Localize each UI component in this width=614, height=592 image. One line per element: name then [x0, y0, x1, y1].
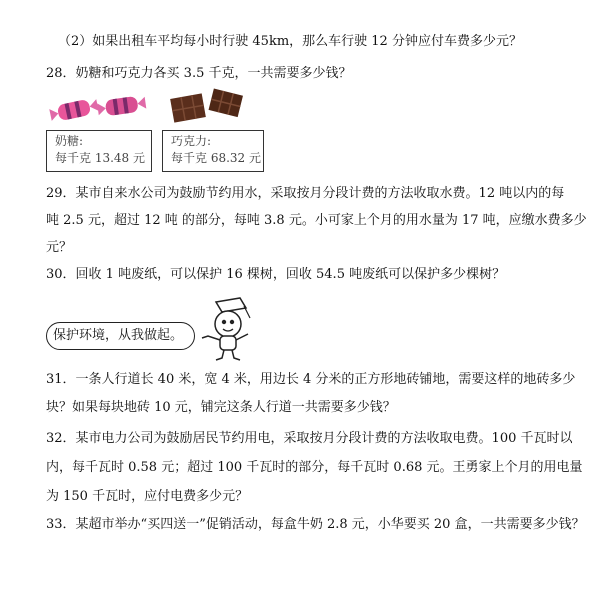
- recycling-mascot-image: [194, 296, 260, 364]
- chocolate-price: 每千克 68.32 元: [171, 151, 261, 165]
- chocolate-price-box: [162, 130, 264, 172]
- question-32-line-2: 内，每千瓦时 0.58 元；超过 100 千瓦时的部分，每千瓦时 0.68 元。王勇家上个月的用电量: [46, 460, 583, 475]
- candy-price: 每千克 13.48 元: [55, 151, 145, 165]
- question-32-line-3: 为 150 千瓦时，应付电费多少元？: [46, 489, 249, 504]
- speech-bubble: 保护环境，从我做起。: [46, 322, 195, 350]
- candy-price-box: [46, 130, 152, 172]
- question-31-line-2: 块？如果每块地砖 10 元，铺完这条人行道一共需要多少钱？: [46, 400, 396, 415]
- question-29-line-3: 元？: [46, 240, 73, 255]
- question-32-line-1: 32．某市电力公司为鼓励居民节约用电，采取按月分段计费的方法收取电费。100 千瓦时以: [46, 431, 573, 446]
- question-29-line-1: 29．某市自来水公司为鼓励节约用水，采取按月分段计费的方法收取水费。12 吨以内的每: [46, 186, 565, 201]
- question-29-line-2: 吨 2.5 元，超过 12 吨 的部分，每吨 3.8 元。小可家上个月的用水量为 17 吨，应缴水费多少: [46, 213, 587, 228]
- chocolate-image: [166, 88, 252, 128]
- question-33: 33．某超市举办“买四送一”促销活动，每盒牛奶 2.8 元，小华要买 20 盒，一共需要多少钱？: [46, 517, 585, 532]
- chocolate-name: 巧克力:: [171, 134, 212, 148]
- question-31-line-1: 31．一条人行道长 40 米，宽 4 米，用边长 4 分米的正方形地砖铺地，需要这样的地砖多少: [46, 372, 576, 387]
- question-28: 28．奶糖和巧克力各买 3.5 千克，一共需要多少钱？: [46, 66, 352, 81]
- question-30: 30．回收 1 吨废纸，可以保护 16 棵树，回收 54.5 吨废纸可以保护多少棵树？: [46, 267, 506, 282]
- question-27-part-2: （2）如果出租车平均每小时行驶 45km，那么车行驶 12 分钟应付车费多少元？: [58, 34, 522, 49]
- candy-image: [48, 90, 152, 126]
- candy-name: 奶糖:: [55, 134, 84, 148]
